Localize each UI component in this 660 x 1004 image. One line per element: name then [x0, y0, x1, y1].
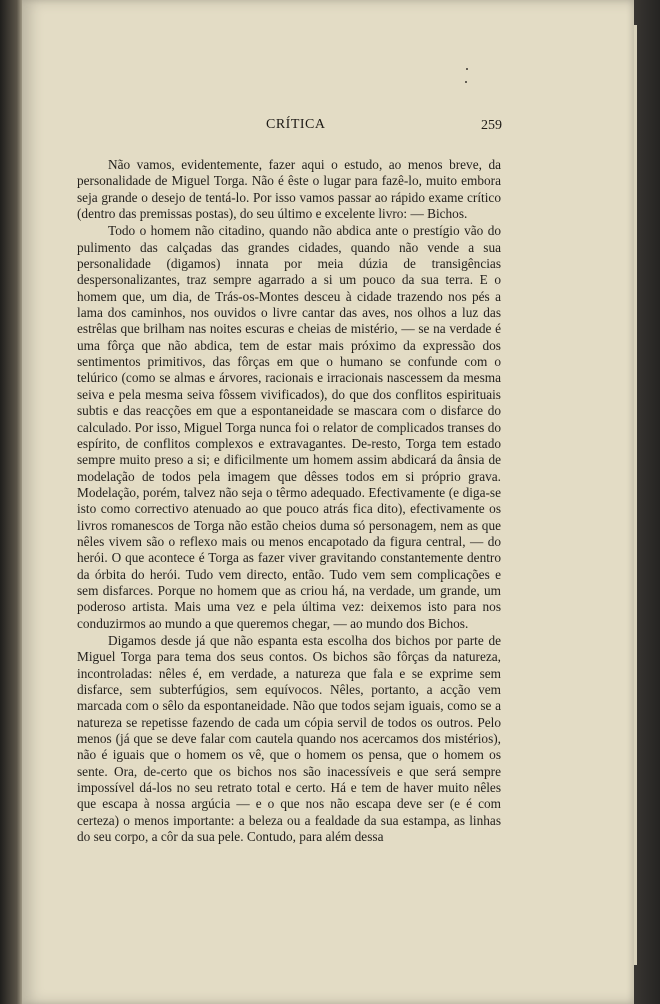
ink-speck [465, 81, 467, 83]
body-text [77, 157, 501, 845]
paragraph-3: Digamos desde já que não espanta esta escolha dos bichos por parte de Miguel Torga para tema dos seus contos. Os bichos são fôrças da natureza, incontroladas: nêles é, em verdade, a natureza que fala e se exprime sem disfarce, sem subterfúgios, sem equívocos. Nêles, portanto, a acção vem marcada com o sêlo da espontaneidade. Não que todos sejam iguais, como se a natureza se repetisse fazendo de cada um cópia servil de todos os outros. Pelo menos (já que se deve falar com cautela quando nos acercamos dos mistérios), não é iguais que o homem os vê, que o homem os pensa, que o homem os sente. Ora, de-certo que os bichos nos são inacessíveis e que será sempre impossível dá-los no seu retrato total e certo. Há e tem de haver muito nêles que escapa à nossa argúcia — e o que nos não escapa deve ser (e é com certeza) o menos importante: a beleza ou a fealdade da sua estampa, as linhas do seu corpo, a côr da sua pele. Contudo, para além dessa [77, 632, 501, 845]
page-number: 259 [481, 118, 502, 133]
running-title: CRÍTICA [266, 117, 326, 132]
paragraph-1: Não vamos, evidentemente, fazer aqui o estudo, ao menos breve, da personalidade de Miguel Torga. Não é êste o lugar para fazê-lo, muito embora seja grande o desejo de tentá-lo. Por isso vamos passar ao rápido exame crítico (dentro das premissas postas), do seu último e excelente livro: — Bichos. [77, 157, 501, 222]
running-header [0, 117, 660, 137]
book-gutter [0, 0, 24, 1004]
paragraph-2: Todo o homem não citadino, quando não abdica ante o prestígio vão do pulimento das calçadas das grandes cidades, quando não vende a sua personalidade (digamos) innata por meia dúzia de transigências despersonalizantes, traz sempre agarrado a si um pouco da sua terra. E o homem que, um dia, de Trás-os-Montes desceu à cidade trazendo nos pés a lama dos caminhos, nos ouvidos o livre cantar das aves, nos olhos a luz das estrêlas que brilham nas noites escuras e cheias de mistério, — se na verdade é uma fôrça que não abdica, tem de estar mais próximo da expressão dos sentimentos primitivos, das fôrças em que o humano se confunde com o telúrico (como se almas e árvores, racionais e irracionais nascessem da mesma seiva e pela mesma seiva fôssem vivificados), do que dos conflitos espirituais subtis e das reacções em que a espontaneidade se mascara com o disfarce do calculado. Por isso, Miguel Torga nunca foi o relator de complicados transes do espírito, de conflitos complexos e extravagantes. De-resto, Torga tem estado sempre muito preso a si; e dificilmente um homem assim abdicará da ânsia de modelação de todos pela imagem que dêsses todos em si próprio grava. Modelação, porém, talvez não seja o têrmo adequado. Efectivamente (e diga-se isto como correctivo atenuado ao que pouco atrás fica dito), efectivamente os livros romanescos de Torga não estão cheios duma só personagem, nem as que nêles vivem são o reflexo mais ou menos encapotado da figura central, — do herói. O que acontece é Torga as fazer viver gravitando constantemente dentro da órbita do herói. Tudo vem directo, então. Tudo vem sem complicações e sem disfarces. Porque no homem que as criou há, na verdade, um grande, um poderoso artista. Mais uma vez e pela última vez: deixemos isto para nos conduzirmos ao mundo a que queremos chegar, — ao mundo dos Bichos. [77, 223, 501, 631]
ink-speck [466, 68, 468, 70]
